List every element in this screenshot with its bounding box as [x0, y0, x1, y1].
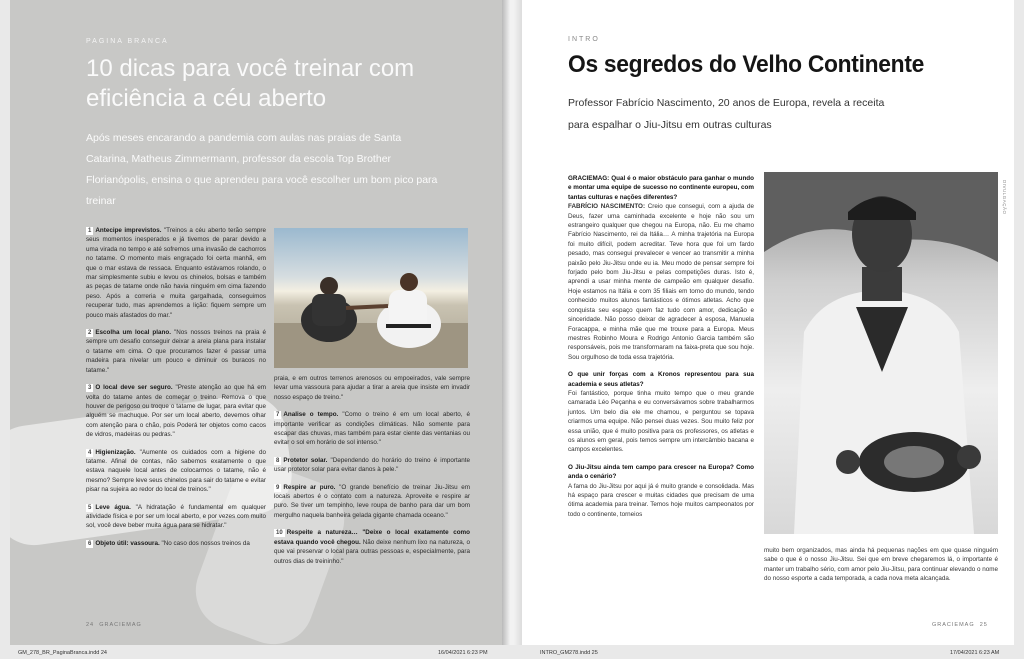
beach-training-photo [274, 228, 468, 368]
question-2: O que unir forças com a Kronos representou para sua academia e seus atletas? [568, 371, 754, 388]
question-1: GRACIEMAG: Qual é o maior obstáculo para ganhar o mundo e montar uma equipe de sucesso no continente europeu, com tantas culturas e nações diferentes? [568, 175, 754, 201]
answer-1: FABRÍCIO NASCIMENTO: Creio que consegui, com a ajuda de Deus, fazer uma caminhada excelente e hoje não sou um estrangeiro qualquer que chegou na Europa, não. Eu me chamo Fabrício Nascimento, rei da Itália… A minha trajetória na Europa foi muito difícil, podem acreditar. Teve hora que foi um fardo pesado, mas consegui prevalecer e vencer ao transmitir a minha paixão pelo Jiu-Jitsu onde eu ia. Meu modo de pensar sempre foi forjado pelo bom Jiu-Jitsu e pelas competições duras. Isto é, aprendi a usar minha mente de campeão em qualquer desafio. Hoje estamos na Itália e com 35 filiais em torno do mundo, tendo conhecido muitos alunos fantásticos e ótimos atletas. Acho que conquista seu espaço quem faz tudo com amor, dedicação e sinceridade. Não posso deixar de agradecer à esposa, Manuela Foracappa, e minha mãe que me trouxe para a Europa. Meus mestres Robinho Moura e Rodrigo Antonio Garcia também são responsáveis, pois me transformaram na faixa-preta que sou hoje. Sou orgulhoso de toda essa trajetória. [568, 203, 754, 361]
tips-column-2 [274, 374, 470, 574]
answer-2: Foi fantástico, porque tinha muito tempo que o meu grande camarada Léo Peçanha e eu conversávamos sobre trabalharmos juntos. Um belo dia ele me chamou, e perguntou se topava criarmos uma equipe. Não pensei duas vezes. Sou muito feliz por essa união, que é muito positiva para os professores, os atletas e os alunos em geral, pois temos sempre um intercâmbio bacana e campos excelentes. [568, 389, 754, 454]
tip-9: 9 Respire ar puro. "O grande benefício de treinar Jiu-Jitsu em locais abertos é o contato com a natureza. Aproveite e respire ar puro. Se tiver um tempinho, leve roupa de banho para dar um bom mergulho naquela banheira gelada gigante chamada oceano." [274, 483, 470, 519]
tip-2: 2 Escolha um local plano. "Nos nossos treinos na praia é sempre um desafio conseguir deixar a areia plana para instalar o tatame em cima. O que procuramos fazer é passar uma madeira para nivelar um pouco e diminuir os buracos no tatame." [86, 329, 266, 374]
tip-6: 6 Objeto útil: vassoura. "No caso dos nossos treinos da [88, 539, 250, 547]
right-page [522, 0, 1014, 645]
tip-4: 4 Higienização. "Aumente os cuidados com a higiene do tatame. Afinal de contas, não sabemos exatamente o que estava naquele local antes de colocarmos o tatame, não é mesmo? Sempre leve seus chinelos para sair do tatame e evitar pisar na sujeira ao redor do local de treinos." [86, 448, 266, 494]
interview-column-1 [568, 174, 754, 527]
right-slug-file: INTRO_GM278.indd 25 [540, 650, 598, 656]
right-slug-date: 17/04/2021 6:23 AM [950, 650, 1000, 656]
section-tag: INTRO [568, 36, 600, 43]
tip-7: 7 Analise o tempo. "Como o treino é em um local aberto, é importante verificar as condições climáticas. Não somente para escapar das chuvas, mas também para estar ciente das ventanias ou evitar o sol em horário de sol intenso." [274, 411, 471, 447]
portrait-photo [764, 172, 998, 534]
question-3: O Jiu-Jitsu ainda tem campo para crescer na Europa? Como anda o cenário? [568, 463, 754, 481]
left-folio: 24 GRACIEMAG [86, 622, 142, 628]
left-slug-file: GM_278_BR_PaginaBranca.indd 24 [18, 650, 107, 656]
left-slug-date: 16/04/2021 6:23 PM [438, 650, 488, 656]
photo-credit: DIVULGAÇÃO [1002, 180, 1007, 215]
spine-gutter [502, 0, 522, 645]
interview-column-2 [764, 546, 998, 592]
tip-10: 10 Respeite a natureza… "Deixe o local exatamente como estava quando você chegou. Não deixe nenhum lixo na natureza, o que vai preservar o local para outras pessoas e, especialmente, para outros dias de treininho." [274, 529, 471, 565]
tip-3: 3 O local deve ser seguro. "Preste atenção ao que há em volta do tatame antes de começar o treino. Remova o que houver de perigoso ou troque o tatame de lugar, para evitar que alguém se machuque. Por ser um local aberto, devemos olhar com atenção para o chão, pois Poderá ter objetos como cacos de vidros, madeiras ou pedras." [86, 384, 266, 439]
section-tag: PAGINA BRANCA [86, 38, 169, 45]
answer-3: A fama do Jiu-Jitsu por aqui já é muito grande e consolidada. Mas há espaço para crescer e muitas cidades que precisam de uma ótima academia para treinar. Temos hoje muitos campeonatos por todo o continente, torneios [568, 482, 754, 518]
tip-8: 8 Protetor solar. "Dependendo do horário do treino é importante usar protetor solar para evitar danos à pele." [274, 456, 470, 474]
tip-5: 5 Leve água. "A hidratação é fundamental em qualquer atividade física e por ser um local aberto, e por vezes com muito sol, você deve beber muita água para se hidratar." [86, 503, 267, 530]
tips-column-1 [86, 226, 266, 556]
page-title: Os segredos do Velho Continente [568, 51, 925, 78]
page-title: 10 dicas para você treinar com eficiência a céu aberto [86, 55, 415, 112]
tip-1: 1 Antecipe imprevistos. "Treinos a céu aberto terão sempre seus momentos inesperados e já tivemos de parar devido a uma virada no tempo e até sofremos uma invasão de cachorros no tatame. O momento mais engraçado foi certa manhã, em que o mar estava de ressaca. Enquanto estávamos rolando, o mar simplesmente subiu e levou os chinelos, bolsas e também as peças de tatame onde não havia ninguém em cima fazendo peso. Após a correria e muita gargalhada, conseguimos recuperar tudo, mas aprendemos a lição: fiquem sempre um pouco mais afastados do mar." [86, 227, 267, 319]
left-page [10, 0, 502, 645]
lead-paragraph: Após meses encarando a pandemia com aulas nas praias de Santa Catarina, Matheus Zimmermann, professor da escola Top Brother Florianópolis, ensina o que aprendeu para você escolher um bom pico para treinar [86, 132, 438, 207]
portrait-illustration [764, 172, 998, 534]
lead-paragraph: Professor Fabrício Nascimento, 20 anos de Europa, revela a receita para espalhar o Jiu-Jitsu em outras culturas [568, 97, 885, 131]
tip-6-continued: praia, e em outros terrenos arenosos ou empoeirados, vale sempre levar uma vassoura para ajudar a tirar a areia que insiste em invadir nosso espaço de treino." [274, 375, 470, 401]
answer-3-continued: muito bem organizados, mas ainda há pequenas nações em que quase ninguém sabe o que é o nosso Jiu-Jitsu. Sei que em breve chegaremos lá, o importante é manter um trabalho sério, com amor pelo Jiu-Jitsu, para continuar elevando o nome do nosso esporte a cada temporada, a cada nova meta alcançada. [764, 547, 998, 583]
beach-photo-illustration [274, 228, 468, 368]
right-folio: GRACIEMAG 25 [932, 622, 988, 628]
